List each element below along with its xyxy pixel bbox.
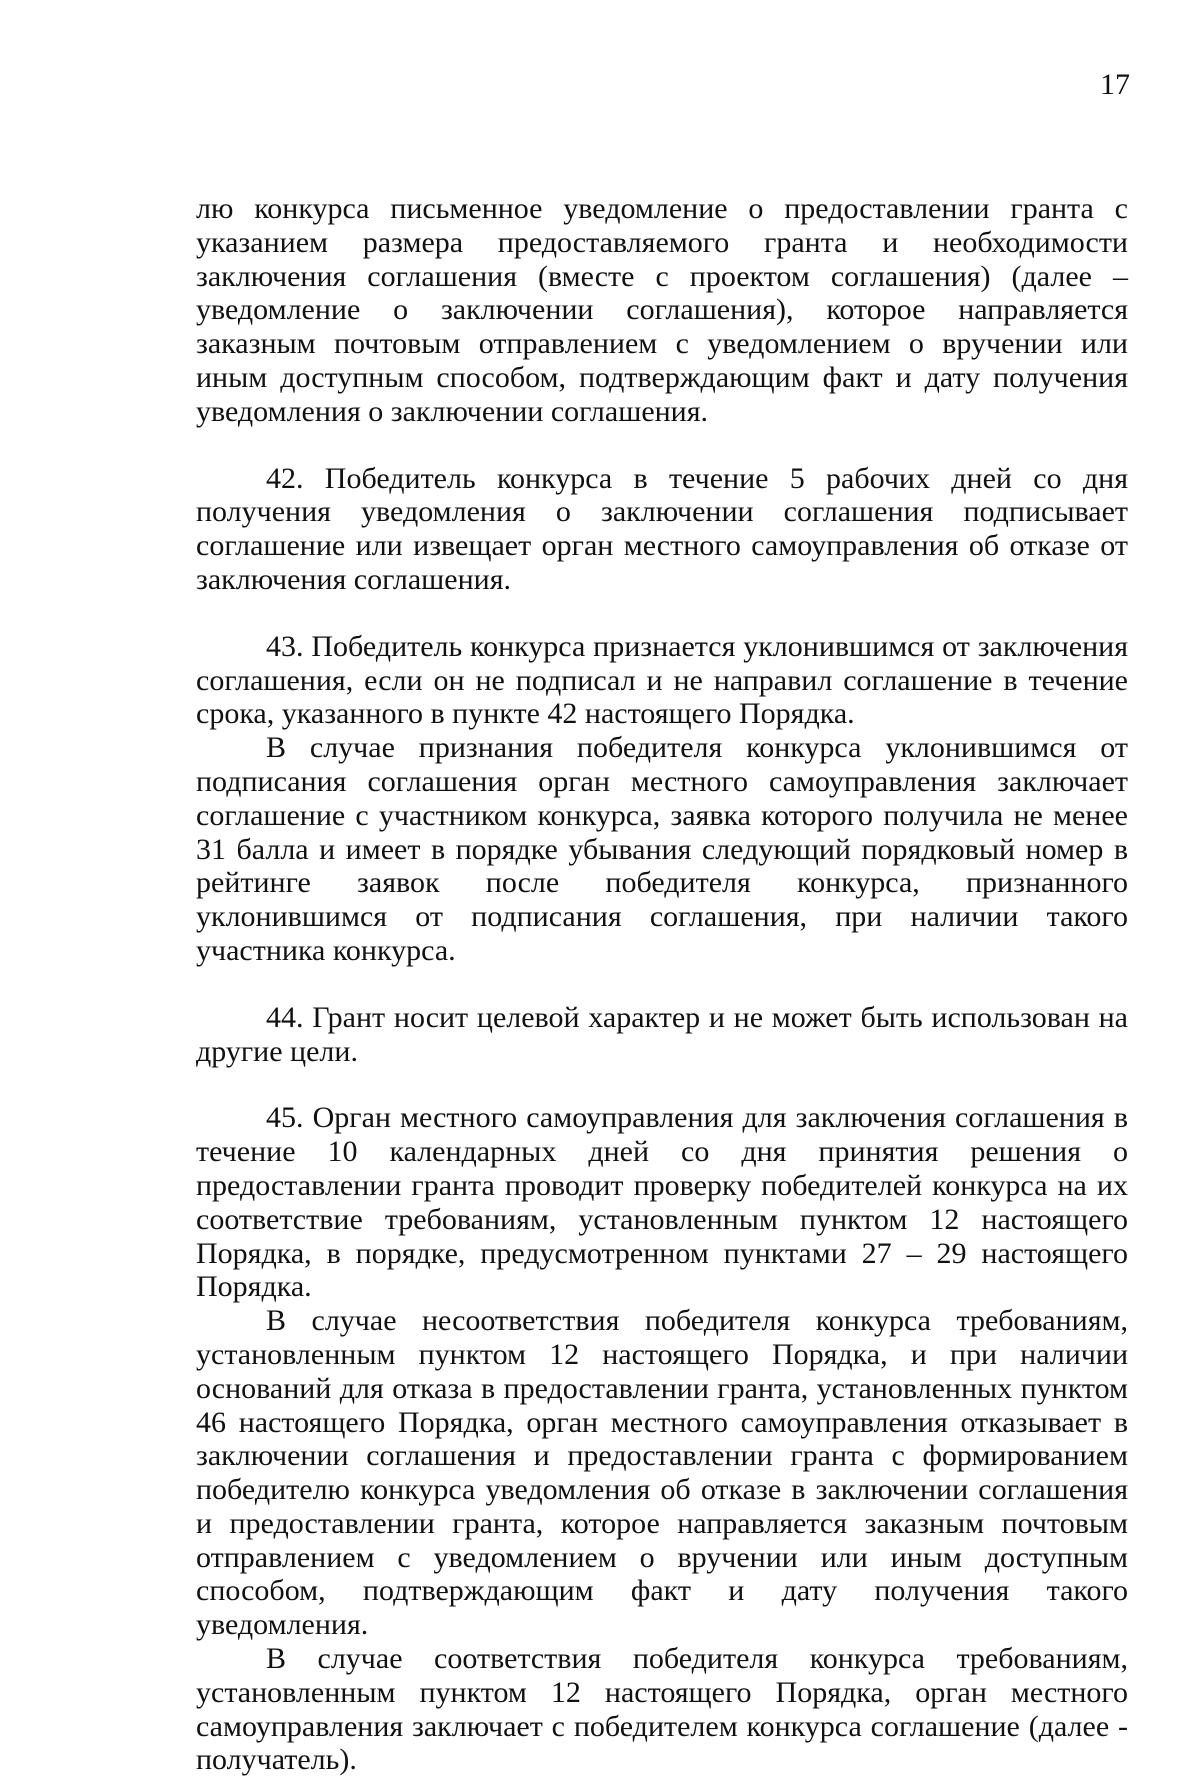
paragraph-43: 43. Победитель конкурса признается уклонившимся от заключения соглашения, если он не подписал и не направил соглашение в течение срока, указанного в пункте 42 настоящего Порядка. — [196, 629, 1128, 731]
paragraph-45-cont-2: В случае соответствия победителя конкурса требованиям, установленным пунктом 12 настоящего Порядка, орган местного самоуправления заключает с победителем конкурса соглашение (далее - получатель). — [196, 1642, 1128, 1777]
page-number: 17 — [1100, 68, 1130, 101]
paragraph-42: 42. Победитель конкурса в течение 5 рабочих дней со дня получения уведомления о заключении соглашения подписывает соглашение или извещает орган местного самоуправления об отказе от заключения соглашения. — [196, 461, 1128, 596]
paragraph-44: 44. Грант носит целевой характер и не может быть использован на другие цели. — [196, 1000, 1128, 1068]
paragraph-45: 45. Орган местного самоуправления для заключения соглашения в течение 10 календарных дней со дня принятия решения о предоставлении гранта проводит проверку победителей конкурса на их соответствие требованиям, установленным пунктом 12 настоящего Порядка, в порядке, предусмотренном пунктами 27 – 29 настоящего Порядка. — [196, 1101, 1128, 1304]
paragraph-45-cont-1: В случае несоответствия победителя конкурса требованиям, установленным пунктом 12 настоящего Порядка, и при наличии оснований для отказа в предоставлении гранта, установленных пунктом 46 настоящего Порядка, орган местного самоуправления отказывает в заключении соглашения и предоставлении гранта с формированием победителю конкурса уведомления об отказе в заключении соглашения и предоставлении гранта, которое направляется заказным почтовым отправлением с уведомлением о вручении или иным доступным способом, подтверждающим факт и дату получения такого уведомления. — [196, 1304, 1128, 1642]
document-body — [196, 192, 1128, 1777]
paragraph-43-cont: В случае признания победителя конкурса уклонившимся от подписания соглашения орган местного самоуправления заключает соглашение с участником конкурса, заявка которого получила не менее 31 балла и имеет в порядке убывания следующий порядковый номер в рейтинге заявок после победителя конкурса, признанного уклонившимся от подписания соглашения, при наличии такого участника конкурса. — [196, 731, 1128, 967]
paragraph-continuation: лю конкурса письменное уведомление о предоставлении гранта с указанием размера предоставляемого гранта и необходимости заключения соглашения (вместе с проектом соглашения) (далее – уведомление о заключении соглашения), которое направляется заказным почтовым отправлением с уведомлением о вручении или иным доступным способом, подтверждающим факт и дату получения уведомления о заключении соглашения. — [196, 192, 1128, 428]
